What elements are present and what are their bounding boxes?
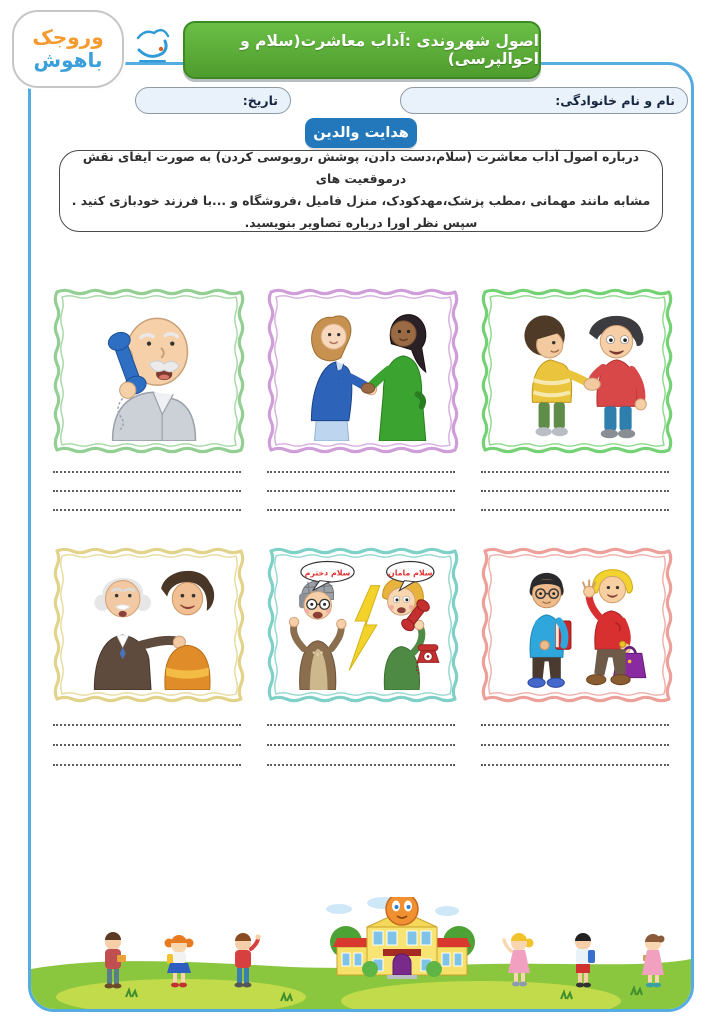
writing-lines-card5 bbox=[267, 706, 455, 766]
instruction-line-2: مشابه مانند مهمانی ،مطب پزشک،مهدکودک، منزل فامیل ،فروشگاه و ...با فرزند خودبازی کنید . bbox=[71, 194, 651, 208]
writing-line[interactable] bbox=[267, 492, 455, 511]
date-field-label: تاریخ: bbox=[242, 93, 278, 108]
school-boys-greeting-illustration bbox=[492, 560, 662, 690]
picture-card-grandfather-youngman bbox=[51, 545, 247, 705]
speech-bubble-daughter: سلام مامان bbox=[387, 568, 433, 578]
parent-guidance-badge bbox=[305, 118, 417, 148]
picture-card-women-handshake bbox=[265, 286, 461, 456]
name-input-area[interactable] bbox=[413, 88, 555, 113]
writing-lines-card6 bbox=[481, 706, 669, 766]
worksheet-title: اصول شهروندی :آداب معاشرت(سلام و احوالپرسی) bbox=[240, 32, 539, 68]
date-field bbox=[135, 87, 291, 114]
picture-card-old-man-phone bbox=[51, 286, 247, 456]
writing-line[interactable] bbox=[267, 454, 455, 473]
date-input-area[interactable] bbox=[148, 88, 243, 113]
writing-lines-card4 bbox=[53, 706, 241, 766]
brand-logo-line1: وروجک bbox=[32, 25, 104, 49]
writing-line[interactable] bbox=[53, 473, 241, 492]
name-field bbox=[400, 87, 688, 114]
publisher-logo-icon bbox=[130, 26, 176, 68]
writing-lines-card3 bbox=[481, 454, 669, 511]
writing-line[interactable] bbox=[481, 706, 669, 726]
writing-lines-card2 bbox=[267, 454, 455, 511]
page-border-frame bbox=[28, 62, 694, 1012]
instruction-line-3: سپس نظر اورا درباره تصاویر بنویسید. bbox=[244, 215, 478, 230]
instruction-line-1: درباره اصول آداب معاشرت (سلام،دست دادن، پوشش ،روبوسی کردن) به صورت ایفای نقش درموقعیت های bbox=[82, 150, 640, 187]
writing-line[interactable] bbox=[267, 473, 455, 492]
writing-line[interactable] bbox=[481, 492, 669, 511]
writing-line[interactable] bbox=[53, 746, 241, 766]
writing-line[interactable] bbox=[481, 726, 669, 746]
writing-line[interactable] bbox=[53, 492, 241, 511]
name-field-label: نام و نام خانوادگی: bbox=[555, 93, 675, 108]
phone-call-illustration bbox=[278, 560, 448, 690]
writing-line[interactable] bbox=[267, 746, 455, 766]
boys-handshake-illustration bbox=[492, 301, 662, 441]
worksheet-title-banner bbox=[183, 21, 541, 79]
writing-line[interactable] bbox=[481, 454, 669, 473]
women-handshake-illustration bbox=[278, 301, 448, 441]
grandfather-greeting-illustration bbox=[64, 560, 234, 690]
writing-line[interactable] bbox=[53, 726, 241, 746]
writing-line[interactable] bbox=[481, 473, 669, 492]
brand-logo bbox=[12, 10, 124, 88]
speech-bubble-grandmother: سلام دخترم bbox=[304, 568, 351, 578]
writing-line[interactable] bbox=[53, 706, 241, 726]
parent-guidance-instructions bbox=[59, 150, 663, 232]
picture-card-school-boys bbox=[479, 545, 675, 705]
writing-lines-card1 bbox=[53, 454, 241, 511]
picture-card-phone-call bbox=[265, 545, 461, 705]
brand-logo-line2: باهوش bbox=[33, 48, 103, 72]
writing-line[interactable] bbox=[481, 746, 669, 766]
old-man-phone-illustration bbox=[64, 301, 234, 441]
writing-line[interactable] bbox=[53, 454, 241, 473]
writing-line[interactable] bbox=[267, 706, 455, 726]
picture-card-boys-handshake bbox=[479, 286, 675, 456]
school-yard-illustration bbox=[31, 897, 691, 1009]
writing-line[interactable] bbox=[267, 726, 455, 746]
parent-guidance-badge-label: هدایت والدین bbox=[313, 125, 409, 141]
